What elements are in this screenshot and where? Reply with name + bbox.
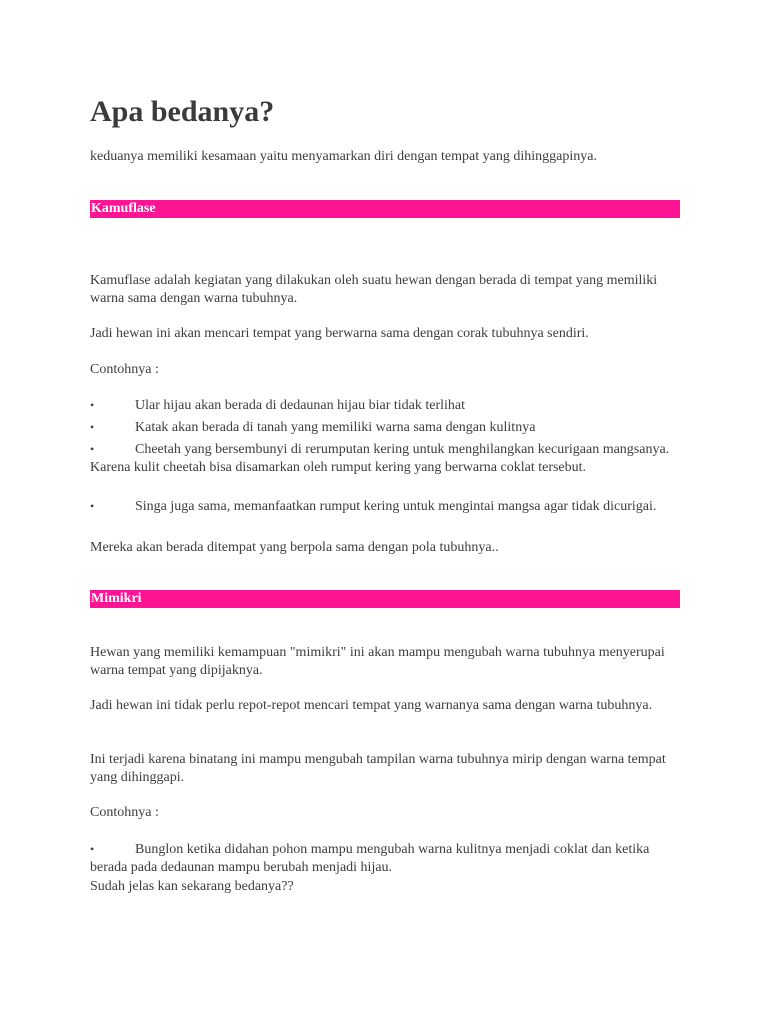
mimikri-paragraph-2: Jadi hewan ini tidak perlu repot-repot mencari tempat yang warnanya sama dengan warna tubuhnya.	[90, 698, 653, 713]
kamuflase-paragraph-1: Kamuflase adalah kegiatan yang dilakukan oleh suatu hewan dengan berada di tempat yang memiliki warna sama dengan warna tubuhnya.	[90, 273, 658, 306]
list-item	[90, 840, 680, 877]
list-item	[90, 497, 680, 516]
list-item-text: Ular hijau akan berada di dedaunan hijau biar tidak terlihat	[135, 398, 466, 413]
bullet-icon: •	[90, 398, 95, 412]
bullet-icon: •	[90, 442, 95, 456]
mimikri-paragraph-3: Ini terjadi karena binatang ini mampu mengubah tampilan warna tubuhnya mirip dengan warna tempat yang dihinggapi.	[90, 752, 666, 785]
intro-paragraph: keduanya memiliki kesamaan yaitu menyamarkan diri dengan tempat yang dihinggapinya.	[90, 149, 597, 164]
mimikri-examples-label: Contohnya :	[90, 805, 159, 820]
mimikri-paragraph-1: Hewan yang memiliki kemampuan "mimikri" ini akan mampu mengubah warna tubuhnya menyerupai warna tempat yang dipijaknya.	[90, 645, 665, 678]
bullet-icon: •	[90, 499, 95, 513]
list-item	[90, 418, 680, 437]
kamuflase-examples-label: Contohnya :	[90, 362, 159, 377]
mimikri-closing: Sudah jelas kan sekarang bedanya??	[90, 879, 294, 894]
section-heading-kamuflase: Kamuflase	[90, 200, 680, 218]
list-item-text: Singa juga sama, memanfaatkan rumput kering untuk mengintai mangsa agar tidak dicurigai.	[135, 499, 657, 514]
list-item-text: Katak akan berada di tanah yang memiliki warna sama dengan kulitnya	[135, 420, 536, 435]
list-item-text: Cheetah yang bersembunyi di rerumputan kering untuk menghilangkan kecurigaan mangsanya. Karena kulit cheetah bisa disamarkan oleh rumput kering yang berwarna coklat tersebut.	[90, 442, 670, 475]
list-item-text: Bunglon ketika didahan pohon mampu mengubah warna kulitnya menjadi coklat dan ketika berada pada dedaunan mampu berubah menjadi hijau.	[90, 842, 650, 875]
bullet-icon: •	[90, 842, 95, 856]
kamuflase-paragraph-2: Jadi hewan ini akan mencari tempat yang berwarna sama dengan corak tubuhnya sendiri.	[90, 326, 589, 341]
bullet-icon: •	[90, 420, 95, 434]
kamuflase-closing: Mereka akan berada ditempat yang berpola sama dengan pola tubuhnya..	[90, 540, 499, 555]
page-title: Apa bedanya?	[90, 95, 275, 128]
list-item	[90, 396, 680, 415]
section-heading-mimikri: Mimikri	[90, 590, 680, 608]
list-item	[90, 440, 680, 477]
